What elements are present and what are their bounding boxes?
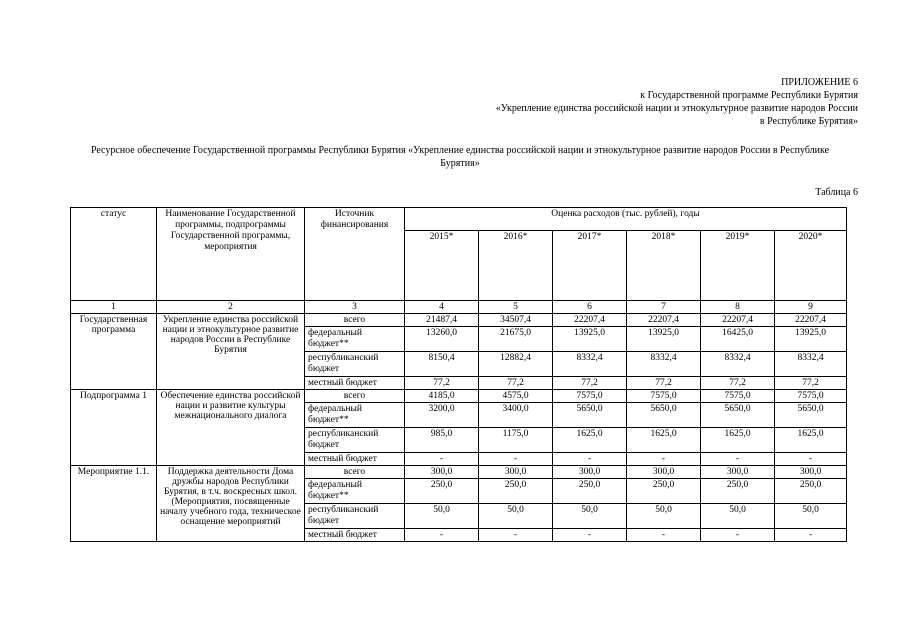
row-value: 7575,0 (775, 390, 847, 403)
row-value: 1625,0 (627, 428, 701, 453)
column-index: 3 (305, 301, 405, 314)
column-index: 8 (701, 301, 775, 314)
row-value: 50,0 (627, 504, 701, 529)
row-source: местный бюджет (305, 377, 405, 390)
appendix-line-4: в Республике Бурятия» (759, 116, 858, 127)
row-value: 77,2 (479, 377, 553, 390)
row-value: 4575,0 (479, 390, 553, 403)
table-number: Таблица 6 (815, 187, 858, 198)
row-value: 50,0 (775, 504, 847, 529)
row-source: всего (305, 314, 405, 327)
appendix-header (496, 76, 858, 128)
row-value: 5650,0 (701, 403, 775, 428)
row-value: 1175,0 (479, 428, 553, 453)
row-source: всего (305, 466, 405, 479)
row-source: республиканский бюджет (305, 352, 405, 377)
row-value: 1625,0 (775, 428, 847, 453)
row-value: 1625,0 (553, 428, 627, 453)
row-source: местный бюджет (305, 529, 405, 542)
row-value: - (479, 529, 553, 542)
row-value: - (553, 453, 627, 466)
table-row (71, 314, 847, 327)
header-status: статус (71, 208, 157, 301)
column-index: 9 (775, 301, 847, 314)
row-value: 4185,0 (405, 390, 479, 403)
row-value: 985,0 (405, 428, 479, 453)
row-value: 300,0 (479, 466, 553, 479)
row-name: Обеспечение единства российской нации и развитие культуры межнационального диалога (157, 390, 305, 466)
column-index: 7 (627, 301, 701, 314)
row-value: 50,0 (553, 504, 627, 529)
row-value: 250,0 (479, 479, 553, 504)
header-year: 2017* (553, 231, 627, 301)
row-value: - (479, 453, 553, 466)
row-value: 1625,0 (701, 428, 775, 453)
header-name: Наименование Государственной программы, подпрограммы Государственной программы, мероприятия (157, 208, 305, 301)
row-status: Мероприятие 1.1. (71, 466, 157, 542)
column-index: 4 (405, 301, 479, 314)
row-value: 21487,4 (405, 314, 479, 327)
row-source: федеральный бюджет** (305, 327, 405, 352)
row-value: 8332,4 (701, 352, 775, 377)
row-value: 250,0 (775, 479, 847, 504)
row-source: федеральный бюджет** (305, 403, 405, 428)
row-source: всего (305, 390, 405, 403)
row-value: 300,0 (701, 466, 775, 479)
resource-table (70, 207, 847, 542)
row-value: 21675,0 (479, 327, 553, 352)
row-value: 8332,4 (553, 352, 627, 377)
row-value: 22207,4 (701, 314, 775, 327)
row-value: 77,2 (405, 377, 479, 390)
row-value: 7575,0 (701, 390, 775, 403)
row-value: 7575,0 (627, 390, 701, 403)
row-value: 50,0 (701, 504, 775, 529)
row-value: 34507,4 (479, 314, 553, 327)
row-value: - (701, 529, 775, 542)
row-value: 7575,0 (553, 390, 627, 403)
row-value: - (775, 529, 847, 542)
table-row (71, 466, 847, 479)
appendix-line-2: к Государственной программе Республики Бурятия (640, 90, 858, 101)
row-value: 5650,0 (627, 403, 701, 428)
row-source: федеральный бюджет** (305, 479, 405, 504)
row-value: 250,0 (553, 479, 627, 504)
row-value: 77,2 (553, 377, 627, 390)
row-value: 13925,0 (775, 327, 847, 352)
row-value: 77,2 (701, 377, 775, 390)
table-row (71, 390, 847, 403)
row-value: 13925,0 (627, 327, 701, 352)
row-status: Государственная программа (71, 314, 157, 390)
row-value: 77,2 (627, 377, 701, 390)
row-value: 12882,4 (479, 352, 553, 377)
header-estimate: Оценка расходов (тыс. рублей), годы (405, 208, 847, 231)
row-value: 300,0 (627, 466, 701, 479)
row-value: 5650,0 (775, 403, 847, 428)
column-index: 2 (157, 301, 305, 314)
row-value: 3200,0 (405, 403, 479, 428)
header-year: 2016* (479, 231, 553, 301)
row-value: 8332,4 (627, 352, 701, 377)
row-value: - (775, 453, 847, 466)
row-source: местный бюджет (305, 453, 405, 466)
row-value: - (553, 529, 627, 542)
row-value: - (627, 529, 701, 542)
row-status: Подпрограмма 1 (71, 390, 157, 466)
header-year: 2018* (627, 231, 701, 301)
column-index: 6 (553, 301, 627, 314)
header-year: 2015* (405, 231, 479, 301)
document-title: Ресурсное обеспечение Государственной программы Республики Бурятия «Укрепление единства российской нации и этнокультурное развитие народов России в Республике Бурятия» (90, 145, 830, 169)
appendix-line-3: «Укрепление единства российской нации и этнокультурное развитие народов России (495, 103, 858, 114)
header-year: 2019* (701, 231, 775, 301)
row-value: 22207,4 (553, 314, 627, 327)
table-body (71, 314, 847, 542)
row-value: 250,0 (627, 479, 701, 504)
row-value: - (701, 453, 775, 466)
row-value: 300,0 (405, 466, 479, 479)
row-value: - (405, 529, 479, 542)
column-index: 5 (479, 301, 553, 314)
appendix-line-1: ПРИЛОЖЕНИЕ 6 (781, 77, 858, 88)
row-source: республиканский бюджет (305, 504, 405, 529)
row-value: 8150,4 (405, 352, 479, 377)
row-value: 5650,0 (553, 403, 627, 428)
row-value: 77,2 (775, 377, 847, 390)
header-year: 2020* (775, 231, 847, 301)
row-value: 16425,0 (701, 327, 775, 352)
row-value: 50,0 (405, 504, 479, 529)
row-value: 3400,0 (479, 403, 553, 428)
row-value: 300,0 (775, 466, 847, 479)
row-name: Поддержка деятельности Дома дружбы народов Республики Бурятия, в т.ч. воскресных школ. (Мероприятия, посвященные началу учебного года, техническое оснащение мероприятий (157, 466, 305, 542)
row-value: 250,0 (701, 479, 775, 504)
header-source: Источник финансирования (305, 208, 405, 301)
row-value: 13925,0 (553, 327, 627, 352)
row-value: 13260,0 (405, 327, 479, 352)
column-index: 1 (71, 301, 157, 314)
row-value: - (627, 453, 701, 466)
row-value: 22207,4 (627, 314, 701, 327)
row-source: республиканский бюджет (305, 428, 405, 453)
row-value: 8332,4 (775, 352, 847, 377)
row-value: 250,0 (405, 479, 479, 504)
row-value: 300,0 (553, 466, 627, 479)
row-value: 22207,4 (775, 314, 847, 327)
row-value: - (405, 453, 479, 466)
row-name: Укрепление единства российской нации и этнокультурное развитие народов России в Республике Бурятия (157, 314, 305, 390)
row-value: 50,0 (479, 504, 553, 529)
